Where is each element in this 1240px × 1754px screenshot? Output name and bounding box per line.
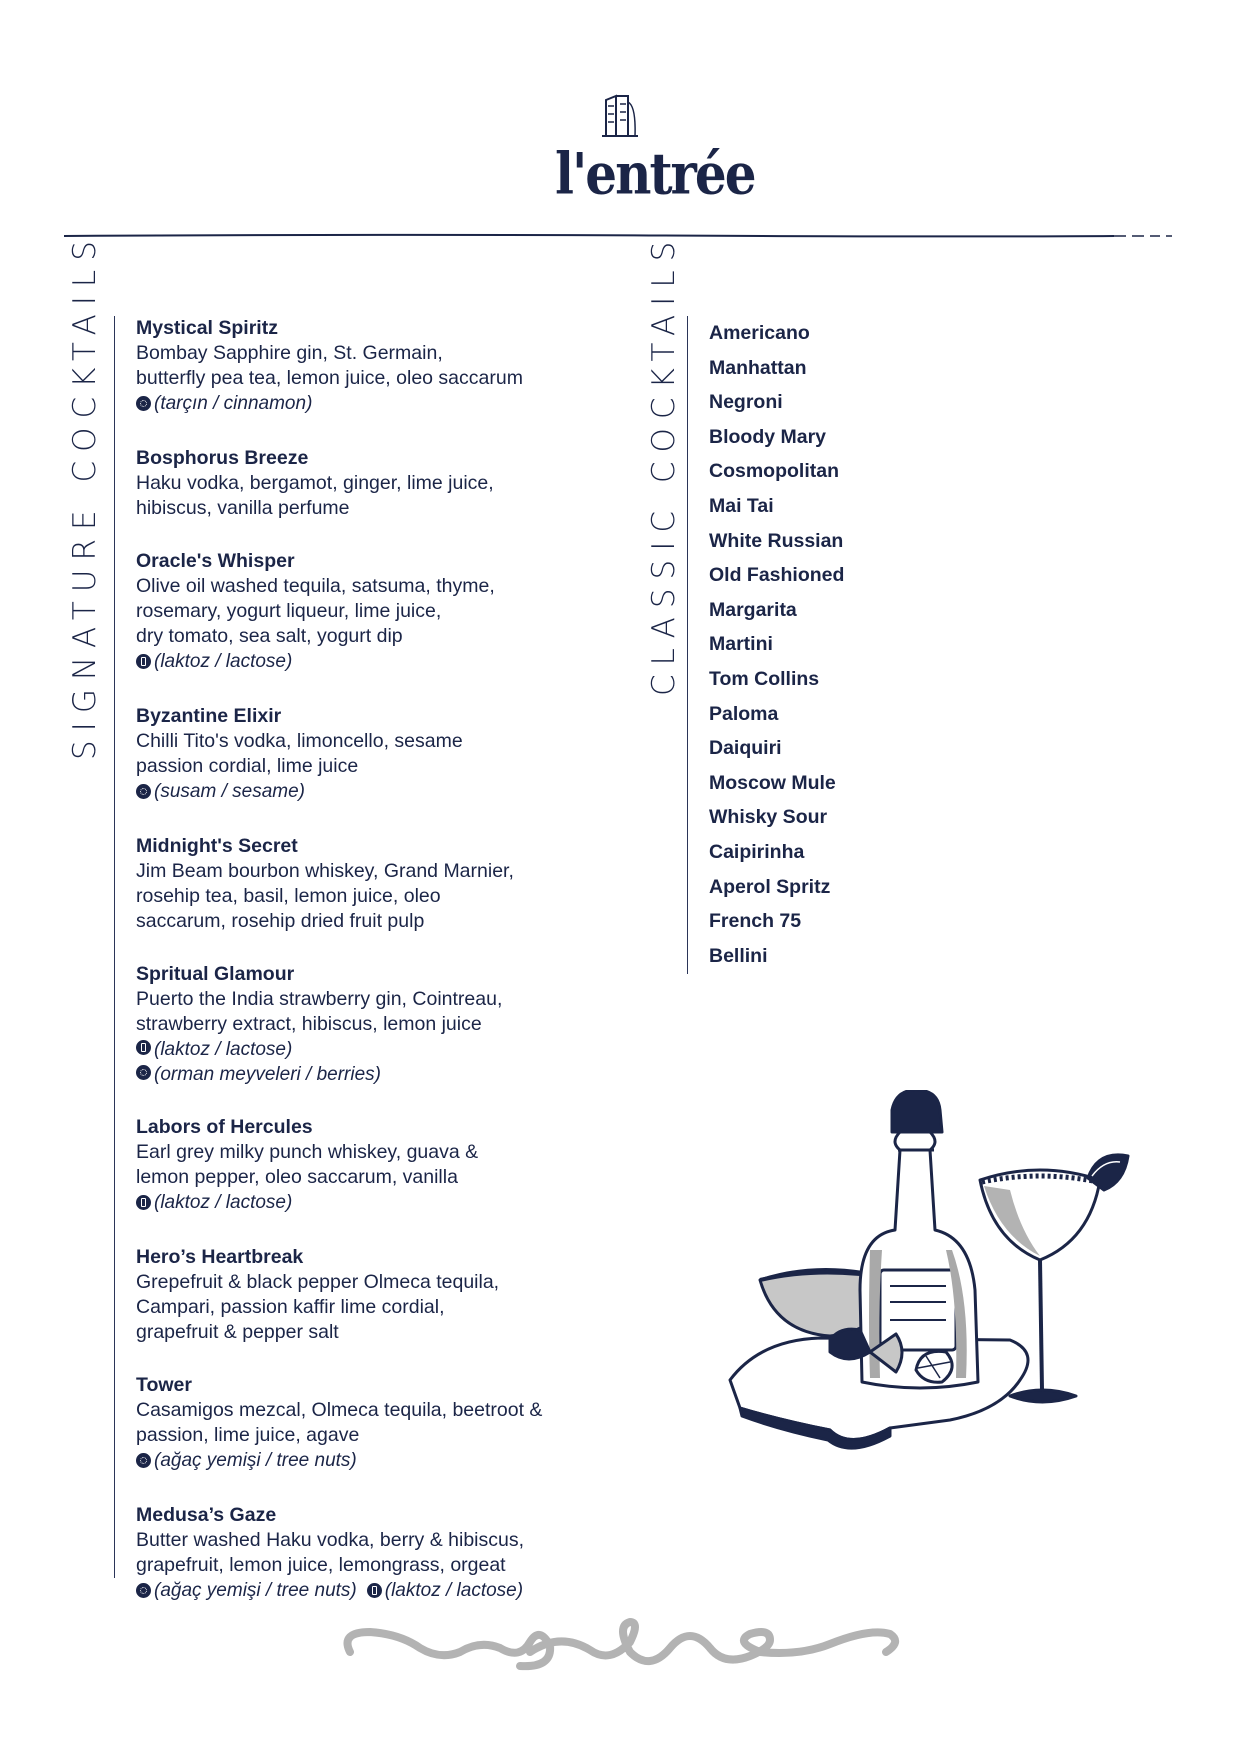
allergen-note <box>136 391 312 416</box>
allergen-note <box>136 779 305 804</box>
classic-cocktail-item: Tom Collins <box>709 667 820 690</box>
signature-cocktail-item <box>136 1115 576 1217</box>
signature-cocktail-list <box>136 316 576 1633</box>
classic-cocktail-item: Negroni <box>709 391 783 414</box>
classic-cocktail-item: Margarita <box>709 598 797 621</box>
seed-icon <box>136 1065 151 1080</box>
allergen-info <box>136 779 576 806</box>
allergen-note <box>136 1037 566 1062</box>
classic-cocktail-item: Daiquiri <box>709 737 782 760</box>
allergen-text: (ağaç yemişi / tree nuts) <box>154 1450 357 1471</box>
milk-icon <box>136 1040 151 1055</box>
cocktail-ingredients: Olive oil washed tequila, satsuma, thyme, rosemary, yogurt liqueur, lime juice, dry tomato, sea salt, yogurt dip <box>136 575 495 647</box>
cocktail-ingredients: Jim Beam bourbon whiskey, Grand Marnier, rosehip tea, basil, lemon juice, oleo saccarum, rosehip dried fruit pulp <box>136 860 514 932</box>
cocktail-ingredients: Casamigos mezcal, Olmeca tequila, beetroot & passion, lime juice, agave <box>136 1399 543 1446</box>
signature-cocktail-item <box>136 316 576 418</box>
cocktail-name: Byzantine Elixir <box>136 705 282 727</box>
cocktail-ingredients: Puerto the India strawberry gin, Cointreau, strawberry extract, hibiscus, lemon juice <box>136 988 503 1035</box>
signature-cocktail-item <box>136 962 576 1087</box>
seed-icon <box>136 396 151 411</box>
signature-cocktail-item <box>136 834 576 934</box>
allergen-text: (laktoz / lactose) <box>154 651 293 672</box>
cocktail-name: Labors of Hercules <box>136 1116 313 1138</box>
classic-cocktail-item: Mai Tai <box>709 494 774 517</box>
milk-icon <box>136 1195 151 1210</box>
classic-cocktail-list <box>709 316 1009 973</box>
cocktail-name: Hero’s Heartbreak <box>136 1246 304 1268</box>
tower-icon <box>602 92 638 138</box>
signature-cocktail-item <box>136 446 576 521</box>
classic-cocktail-item: Moscow Mule <box>709 771 836 794</box>
allergen-info <box>136 1190 576 1217</box>
classic-cocktail-item: French 75 <box>709 910 802 933</box>
cocktail-name: Oracle's Whisper <box>136 550 295 572</box>
classic-cocktail-item: Old Fashioned <box>709 564 845 587</box>
header-divider <box>64 232 1174 240</box>
allergen-info <box>136 1448 576 1475</box>
allergen-note <box>136 1578 357 1603</box>
allergen-text: (susam / sesame) <box>154 781 305 802</box>
seed-icon <box>136 784 151 799</box>
cocktail-ingredients: Chilli Tito's vodka, limoncello, sesame passion cordial, lime juice <box>136 730 463 777</box>
classic-cocktail-item: Paloma <box>709 702 779 725</box>
allergen-note <box>136 1062 566 1087</box>
cocktail-name: Mystical Spiritz <box>136 317 278 339</box>
allergen-note <box>136 1190 292 1215</box>
cocktail-name: Midnight's Secret <box>136 835 298 857</box>
allergen-note <box>136 649 292 674</box>
signature-cocktail-item <box>136 1503 576 1605</box>
signature-cocktail-item <box>136 704 576 806</box>
milk-icon <box>367 1583 382 1598</box>
classic-cocktail-item: Bloody Mary <box>709 425 827 448</box>
signature-divider <box>114 316 115 1578</box>
allergen-text: (laktoz / lactose) <box>154 1192 293 1213</box>
classic-cocktail-item: Martini <box>709 633 773 656</box>
cocktail-ingredients: Haku vodka, bergamot, ginger, lime juice, hibiscus, vanilla perfume <box>136 472 494 519</box>
classic-divider <box>687 316 688 974</box>
signature-cocktails-title: SIGNATURE COCKTAILS <box>67 232 103 760</box>
cocktail-ingredients: Grepefruit & black pepper Olmeca tequila, Campari, passion kaffir lime cordial, grapefruit & pepper salt <box>136 1271 500 1343</box>
allergen-info <box>136 1037 576 1087</box>
swirl-ornament <box>330 1612 910 1682</box>
allergen-note <box>367 1578 523 1603</box>
signature-cocktail-item <box>136 1245 576 1345</box>
cocktail-name: Bosphorus Breeze <box>136 447 309 469</box>
classic-cocktail-item: Cosmopolitan <box>709 460 839 483</box>
logo-wordmark: l'entrée <box>555 139 755 208</box>
cocktail-name: Tower <box>136 1374 192 1396</box>
classic-cocktail-item: Americano <box>709 322 810 344</box>
cocktail-name: Medusa’s Gaze <box>136 1504 277 1526</box>
signature-cocktail-item <box>136 1373 576 1475</box>
allergen-text: (laktoz / lactose) <box>384 1580 524 1601</box>
classic-cocktail-item: White Russian <box>709 529 844 552</box>
classic-cocktails-title: CLASSIC COCKTAILS <box>646 232 682 696</box>
seed-icon <box>136 1583 151 1598</box>
classic-cocktail-item: Manhattan <box>709 356 807 379</box>
logo <box>555 92 755 212</box>
cocktail-bottle-illustration <box>720 1090 1160 1470</box>
cocktail-ingredients: Butter washed Haku vodka, berry & hibiscus, grapefruit, lemon juice, lemongrass, orgeat <box>136 1529 525 1576</box>
allergen-text: (tarçın / cinnamon) <box>154 393 313 414</box>
signature-cocktail-item <box>136 549 576 676</box>
allergen-text: (laktoz / lactose) <box>154 1039 293 1060</box>
cocktail-ingredients: Earl grey milky punch whiskey, guava & lemon pepper, oleo saccarum, vanilla <box>136 1141 479 1188</box>
classic-cocktail-item: Whisky Sour <box>709 806 828 829</box>
classic-cocktail-item: Aperol Spritz <box>709 875 831 898</box>
allergen-text: (ağaç yemişi / tree nuts) <box>154 1580 357 1601</box>
milk-icon <box>136 654 151 669</box>
allergen-info <box>136 1578 576 1605</box>
allergen-text: (orman meyveleri / berries) <box>154 1064 381 1085</box>
classic-cocktail-item: Bellini <box>709 944 768 967</box>
allergen-info <box>136 649 576 676</box>
cocktail-name: Spritual Glamour <box>136 963 295 985</box>
seed-icon <box>136 1453 151 1468</box>
classic-cocktail-item: Caipirinha <box>709 840 805 863</box>
cocktail-ingredients: Bombay Sapphire gin, St. Germain, butterfly pea tea, lemon juice, oleo saccarum <box>136 342 523 389</box>
allergen-note <box>136 1448 357 1473</box>
allergen-info <box>136 391 576 418</box>
